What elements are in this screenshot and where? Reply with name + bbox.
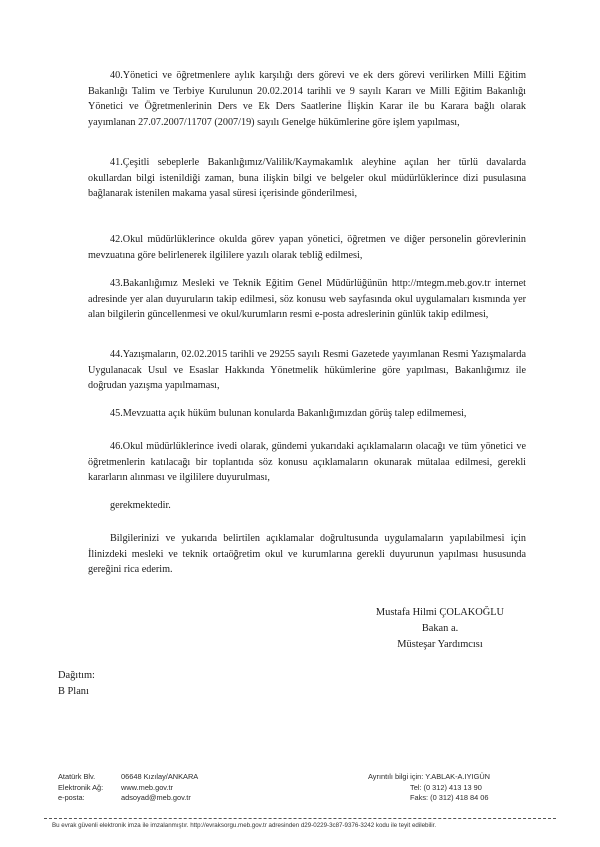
paragraph-44: 44.Yazışmaların, 02.02.2015 tarihli ve 29255 sayılı Resmi Gazetede yayımlanan Resmi Yazışmalarda Uygulanacak Usul ve Esaslar Hakkında Yönetmelik hükümlerine göre yapılması, Bakanlığımız ile doğrudan yazışma yapılmaması, xyxy=(88,349,526,391)
address-value: 06648 Kızılay/ANKARA xyxy=(121,772,199,781)
footer-divider xyxy=(44,818,556,819)
phone-number: Tel: (0 312) 413 13 90 xyxy=(410,782,482,792)
signer-title: Bakan a. xyxy=(421,623,459,634)
paragraph-43: 43.Bakanlığımız Mesleki ve Teknik Eğitim Genel Müdürlüğünün http://mtegm.meb.gov.tr internet adresinde yer alan duyuruların takip edilmesi, söz konusu web sayfasında okul uygulamaları kısmında yer alan bilgilerin güncellenmesi ve okul/kurumların resmi e-posta adreslerinin günlük takip edilmesi, xyxy=(88,278,526,320)
signature-block xyxy=(330,605,550,653)
closing-verb: gerekmektedir. xyxy=(110,500,171,511)
distribution-label: Dağıtım: xyxy=(58,670,95,681)
fax-number: Faks: (0 312) 418 84 06 xyxy=(410,793,489,802)
paragraph-46: 46.Okul müdürlüklerince ivedi olarak, gündemi yukarıdaki açıklamaların olacağı ve tüm yönetici ve öğretmenlerin katılacağı bir toplantıda söz konusu açıklamaların okunarak mütalaa edilmesi, gerekli kararların alınması ve ilgililere duyurulması, xyxy=(88,441,526,483)
paragraph-40: 40.Yönetici ve öğretmenlere aylık karşılığı ders görevi ve ek ders görevi verilirken Milli Eğitim Bakanlığı Talim ve Terbiye Kurulunun 20.02.2014 tarihli ve 9 sayılı Kararı ve Milli Eğitim Bakanlığı Yönetici ve Öğretmenlerinin Ders ve Ek Ders Saatlerine İlişkin Karar ile bu Karara bağlı olarak yayımlanan 27.07.2007/11707 (2007/19) sayılı Genelge hükümlerine göre işlem yapılması, xyxy=(88,70,526,128)
signer-name: Mustafa Hilmi ÇOLAKOĞLU xyxy=(375,607,505,618)
footer-contact-left xyxy=(58,772,198,804)
distribution-block xyxy=(58,668,95,700)
address-label: Atatürk Blv. xyxy=(58,772,96,781)
closing-paragraph: Bilgilerinizi ve yukarıda belirtilen açıklamalar doğrultusunda uygulamaların yapılabilmesi için İlinizdeki mesleki ve teknik ortaöğretim okul ve kurumlarına gerekli duyurunun yapılması hususunda gereğini rica ederim. xyxy=(88,533,526,575)
distribution-value: B Planı xyxy=(58,686,89,697)
signer-position: Müsteşar Yardımcısı xyxy=(397,639,483,650)
paragraph-42: 42.Okul müdürlüklerince okulda görev yapan yönetici, öğretmen ve diğer personelin görevlerinin mevzuatına göre belirlenerek ilgililere yazılı olarak tebliğ edilmesi, xyxy=(88,234,526,261)
e-signature-verification-note: Bu evrak güvenli elektronik imza ile imzalanmıştır. http://evraksorgu.meb.gov.tr adresinden d29-0229-3c87-9376-3242 kodu ile teyit edilebilir. xyxy=(52,822,437,829)
contact-person: Ayrıntılı bilgi için: Y.ABLAK-A.IYIGÜN xyxy=(368,772,490,781)
email-label: e-posta: xyxy=(58,793,85,802)
email-link[interactable]: adsoyad@meb.gov.tr xyxy=(121,793,191,802)
paragraph-45: 45.Mevzuatta açık hüküm bulunan konularda Bakanlığımızdan görüş talep edilmemesi, xyxy=(110,408,467,419)
paragraph-41: 41.Çeşitli sebeplerle Bakanlığımız/Valilik/Kaymakamlık aleyhine açılan her türlü davalarda okullardan bilgi istenildiği zaman, buna ilişkin bilgi ve belgeler okul müdürlüklerince dizi pusulasına bağlanarak istenilen makama yasal süresi içerisinde gönderilmesi, xyxy=(88,157,526,199)
footer-contact-right xyxy=(368,772,538,804)
web-link[interactable]: www.meb.gov.tr xyxy=(121,782,174,792)
web-label: Elektronik Ağ: xyxy=(58,782,104,792)
